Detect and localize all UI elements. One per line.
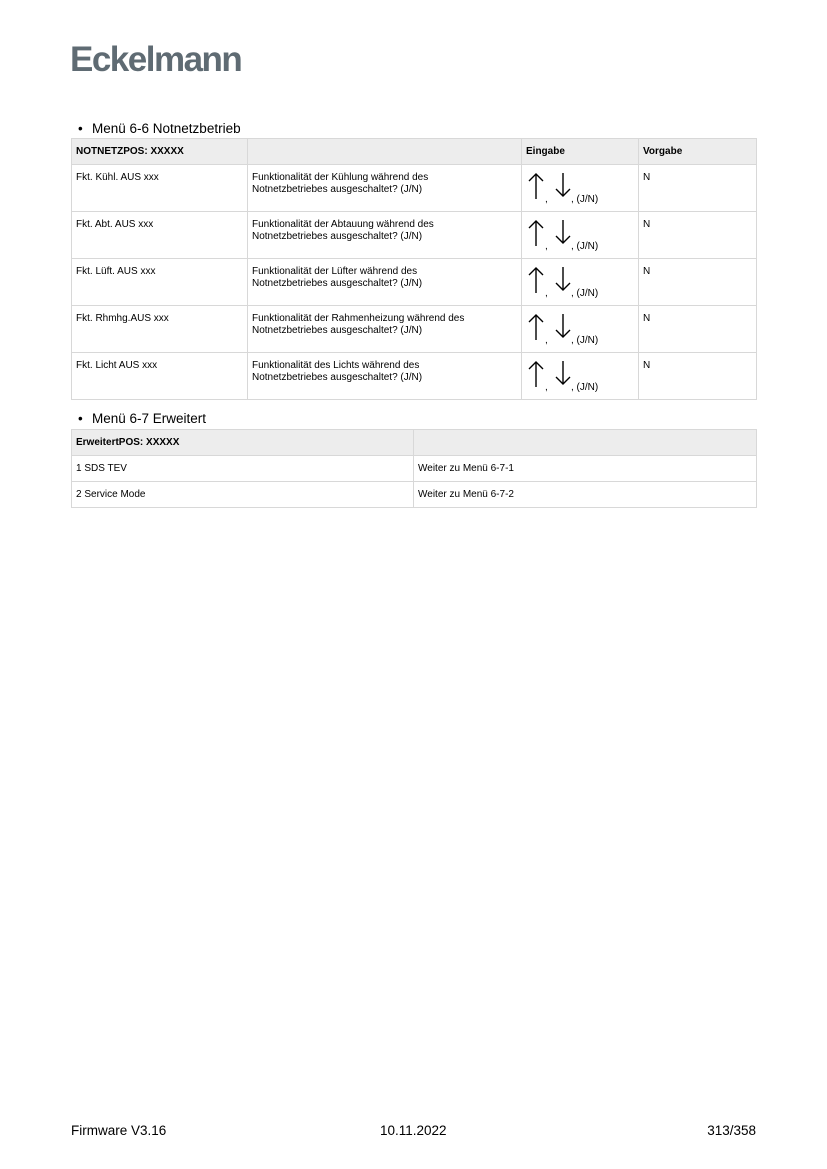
- input-separator: ,: [545, 241, 548, 252]
- notnetz-table: [71, 138, 757, 400]
- column-header-eingabe: Eingabe: [522, 139, 639, 165]
- table-row: [72, 259, 757, 306]
- table-row: [72, 306, 757, 353]
- description-line-2: Notnetzbetriebes ausgeschaltet? (J/N): [252, 325, 423, 336]
- arrow-icons: [527, 266, 573, 294]
- arrow-up-icon: [529, 174, 543, 199]
- action-cell: Weiter zu Menü 6-7-1: [414, 456, 757, 482]
- default-cell: N: [639, 306, 757, 353]
- section-title-text: Menü 6-6 Notnetzbetrieb: [92, 121, 241, 136]
- table-header-row: [72, 139, 757, 165]
- arrow-up-icon: [529, 315, 543, 340]
- footer-page-number: 313/358: [707, 1123, 756, 1138]
- column-header-description: [248, 139, 522, 165]
- arrow-icons: [527, 219, 573, 247]
- input-cell: [522, 306, 639, 353]
- bullet: •: [78, 411, 83, 426]
- table-row: [72, 482, 757, 508]
- description-line-1: Funktionalität der Rahmenheizung während des: [252, 313, 465, 324]
- input-cell: [522, 353, 639, 400]
- company-logo: Eckelmann: [70, 40, 242, 79]
- arrow-up-icon: [529, 221, 543, 246]
- default-cell: N: [639, 212, 757, 259]
- arrow-down-icon: [556, 220, 570, 243]
- input-suffix: , (J/N): [571, 288, 599, 299]
- description-line-1: Funktionalität der Lüfter während des: [252, 266, 418, 277]
- default-cell: N: [639, 353, 757, 400]
- arrow-icons: [527, 172, 573, 200]
- table-header-row: [72, 430, 757, 456]
- arrow-down-icon: [556, 173, 570, 196]
- arrow-down-icon: [556, 267, 570, 290]
- description-line-2: Notnetzbetriebes ausgeschaltet? (J/N): [252, 372, 423, 383]
- description-line-2: Notnetzbetriebes ausgeschaltet? (J/N): [252, 278, 423, 289]
- table-row: [72, 456, 757, 482]
- input-cell: [522, 165, 639, 212]
- input-cell: [522, 259, 639, 306]
- arrow-down-icon: [556, 314, 570, 337]
- bullet: •: [78, 121, 83, 136]
- description-line-1: Funktionalität des Lichts während des: [252, 360, 420, 371]
- input-separator: ,: [545, 288, 548, 299]
- description-line-1: Funktionalität der Kühlung während des: [252, 172, 429, 183]
- footer-date: 10.11.2022: [380, 1123, 447, 1138]
- default-cell: N: [639, 165, 757, 212]
- input-suffix: , (J/N): [571, 382, 599, 393]
- arrow-icons: [527, 313, 573, 341]
- column-header-param: NOTNETZPOS: XXXXX: [72, 139, 248, 165]
- input-separator: ,: [545, 335, 548, 346]
- param-cell: Fkt. Kühl. AUS xxx: [72, 165, 248, 212]
- input-suffix: , (J/N): [571, 194, 599, 205]
- table-row: [72, 212, 757, 259]
- description-cell: [248, 165, 522, 212]
- table-row: [72, 353, 757, 400]
- description-cell: [248, 353, 522, 400]
- description-cell: [248, 306, 522, 353]
- description-cell: [248, 212, 522, 259]
- section-title-erweitert: [78, 411, 206, 427]
- input-cell: [522, 212, 639, 259]
- param-cell: Fkt. Lüft. AUS xxx: [72, 259, 248, 306]
- arrow-up-icon: [529, 362, 543, 387]
- table-row: [72, 165, 757, 212]
- input-separator: ,: [545, 382, 548, 393]
- column-header-action: [414, 430, 757, 456]
- footer-firmware: Firmware V3.16: [71, 1123, 167, 1138]
- column-header-param: ErweitertPOS: XXXXX: [72, 430, 414, 456]
- param-cell: 1 SDS TEV: [72, 456, 414, 482]
- param-cell: 2 Service Mode: [72, 482, 414, 508]
- description-line-2: Notnetzbetriebes ausgeschaltet? (J/N): [252, 184, 423, 195]
- param-cell: Fkt. Abt. AUS xxx: [72, 212, 248, 259]
- description-line-2: Notnetzbetriebes ausgeschaltet? (J/N): [252, 231, 423, 242]
- description-cell: [248, 259, 522, 306]
- param-cell: Fkt. Rhmhg.AUS xxx: [72, 306, 248, 353]
- arrow-up-icon: [529, 268, 543, 293]
- arrow-down-icon: [556, 361, 570, 384]
- description-line-1: Funktionalität der Abtauung während des: [252, 219, 434, 230]
- section-title-notnetzbetrieb: [78, 121, 241, 137]
- action-cell: Weiter zu Menü 6-7-2: [414, 482, 757, 508]
- section-title-text: Menü 6-7 Erweitert: [92, 411, 207, 426]
- param-cell: Fkt. Licht AUS xxx: [72, 353, 248, 400]
- input-suffix: , (J/N): [571, 335, 599, 346]
- default-cell: N: [639, 259, 757, 306]
- column-header-vorgabe: Vorgabe: [639, 139, 757, 165]
- input-separator: ,: [545, 194, 548, 205]
- input-suffix: , (J/N): [571, 241, 599, 252]
- arrow-icons: [527, 360, 573, 388]
- erweitert-table: [71, 429, 757, 508]
